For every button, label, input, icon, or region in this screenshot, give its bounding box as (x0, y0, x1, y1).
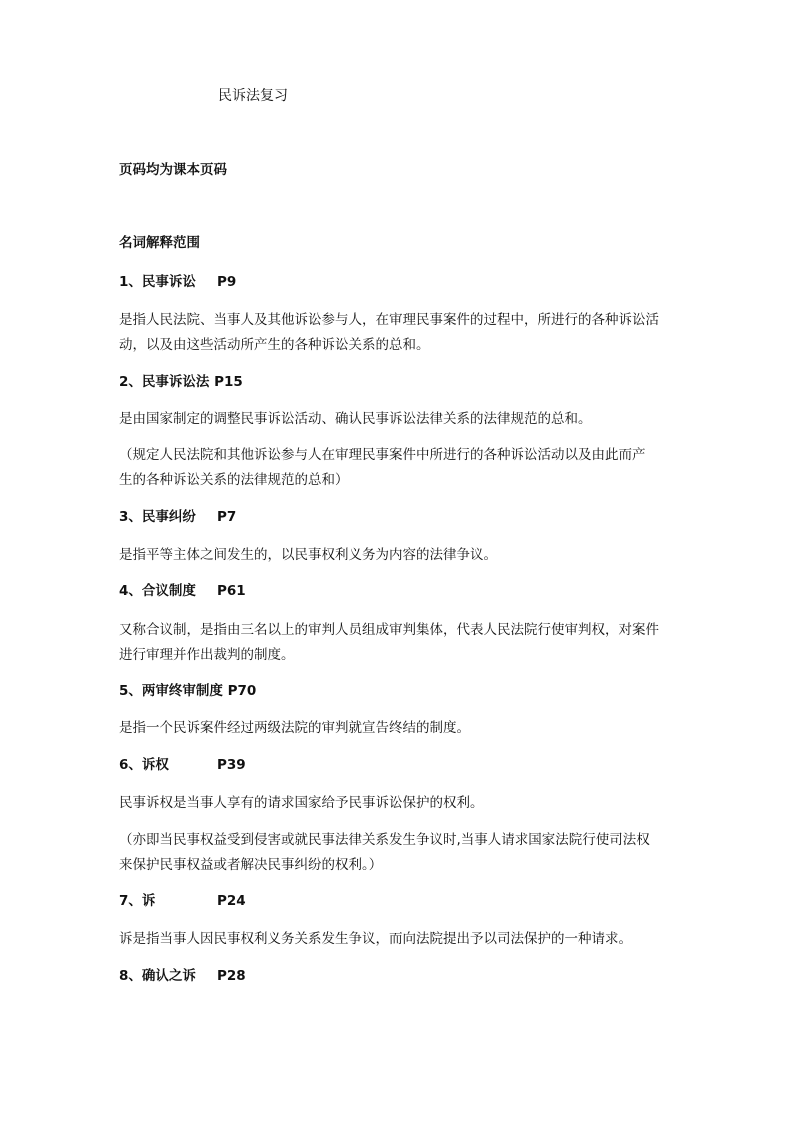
definition-line: （亦即当民事权益受到侵害或就民事法律关系发生争议时,当事人请求国家法院行使司法权 (119, 832, 650, 848)
definition-line: 诉是指当事人因民事权利义务关系发生争议，而向法院提出予以司法保护的一种请求。 (119, 931, 632, 947)
term-heading (119, 273, 237, 291)
term-title: 1、民事诉讼 (119, 274, 196, 290)
term-heading (119, 756, 246, 774)
definition-line: 是指人民法院、当事人及其他诉讼参与人，在审理民事案件的过程中，所进行的各种诉讼活 (119, 312, 659, 328)
definition-line: 是由国家制定的调整民事诉讼活动、确认民事诉讼法律关系的法律规范的总和。 (119, 411, 592, 427)
definition-line: 动，以及由这些活动所产生的各种诉讼关系的总和。 (119, 336, 430, 353)
term-definition (119, 794, 484, 819)
page-number-note: 页码均为课本页码 (119, 162, 227, 178)
term-heading (119, 682, 256, 700)
term-page-ref: P39 (217, 757, 246, 773)
term-title: 6、诉权 (119, 757, 169, 773)
term-title: 7、诉 (119, 893, 156, 909)
term-page-ref: P61 (217, 583, 246, 599)
term-title: 2、民事诉讼法 P15 (119, 374, 243, 390)
term-title: 3、民事纠纷 (119, 509, 196, 525)
term-title: 5、两审终审制度 P70 (119, 683, 257, 699)
term-definition (119, 410, 592, 435)
definition-line: 生的各种诉讼关系的法律规范的总和） (119, 471, 349, 488)
term-page-ref: P28 (217, 968, 246, 984)
term-definition (119, 719, 470, 744)
term-title: 4、合议制度 (119, 583, 196, 599)
term-page-ref: P7 (217, 509, 237, 525)
section-heading: 名词解释范围 (119, 235, 200, 251)
term-definition (119, 546, 497, 571)
term-heading (119, 582, 246, 600)
term-definition (119, 446, 646, 495)
definition-line: （规定人民法院和其他诉讼参与人在审理民事案件中所进行的各种诉讼活动以及由此而产 (119, 447, 646, 463)
term-heading (119, 892, 246, 910)
term-heading (119, 967, 246, 985)
term-page-ref: P9 (217, 274, 237, 290)
term-definition (119, 930, 632, 955)
term-definition (119, 621, 659, 670)
definition-line: 是指平等主体之间发生的，以民事权利义务为内容的法律争议。 (119, 547, 497, 563)
term-definition (119, 311, 659, 360)
definition-line: 民事诉权是当事人享有的请求国家给予民事诉讼保护的权利。 (119, 795, 484, 811)
term-heading (119, 508, 237, 526)
document-title: 民诉法复习 (218, 88, 288, 104)
definition-line: 进行审理并作出裁判的制度。 (119, 646, 295, 663)
term-definition (119, 831, 650, 880)
definition-line: 来保护民事权益或者解决民事纠纷的权利。） (119, 856, 383, 873)
term-heading (119, 373, 243, 391)
term-title: 8、确认之诉 (119, 968, 196, 984)
definition-line: 是指一个民诉案件经过两级法院的审判就宣告终结的制度。 (119, 720, 470, 736)
definition-line: 又称合议制，是指由三名以上的审判人员组成审判集体，代表人民法院行使审判权，对案件 (119, 622, 659, 638)
term-page-ref: P24 (217, 893, 246, 909)
